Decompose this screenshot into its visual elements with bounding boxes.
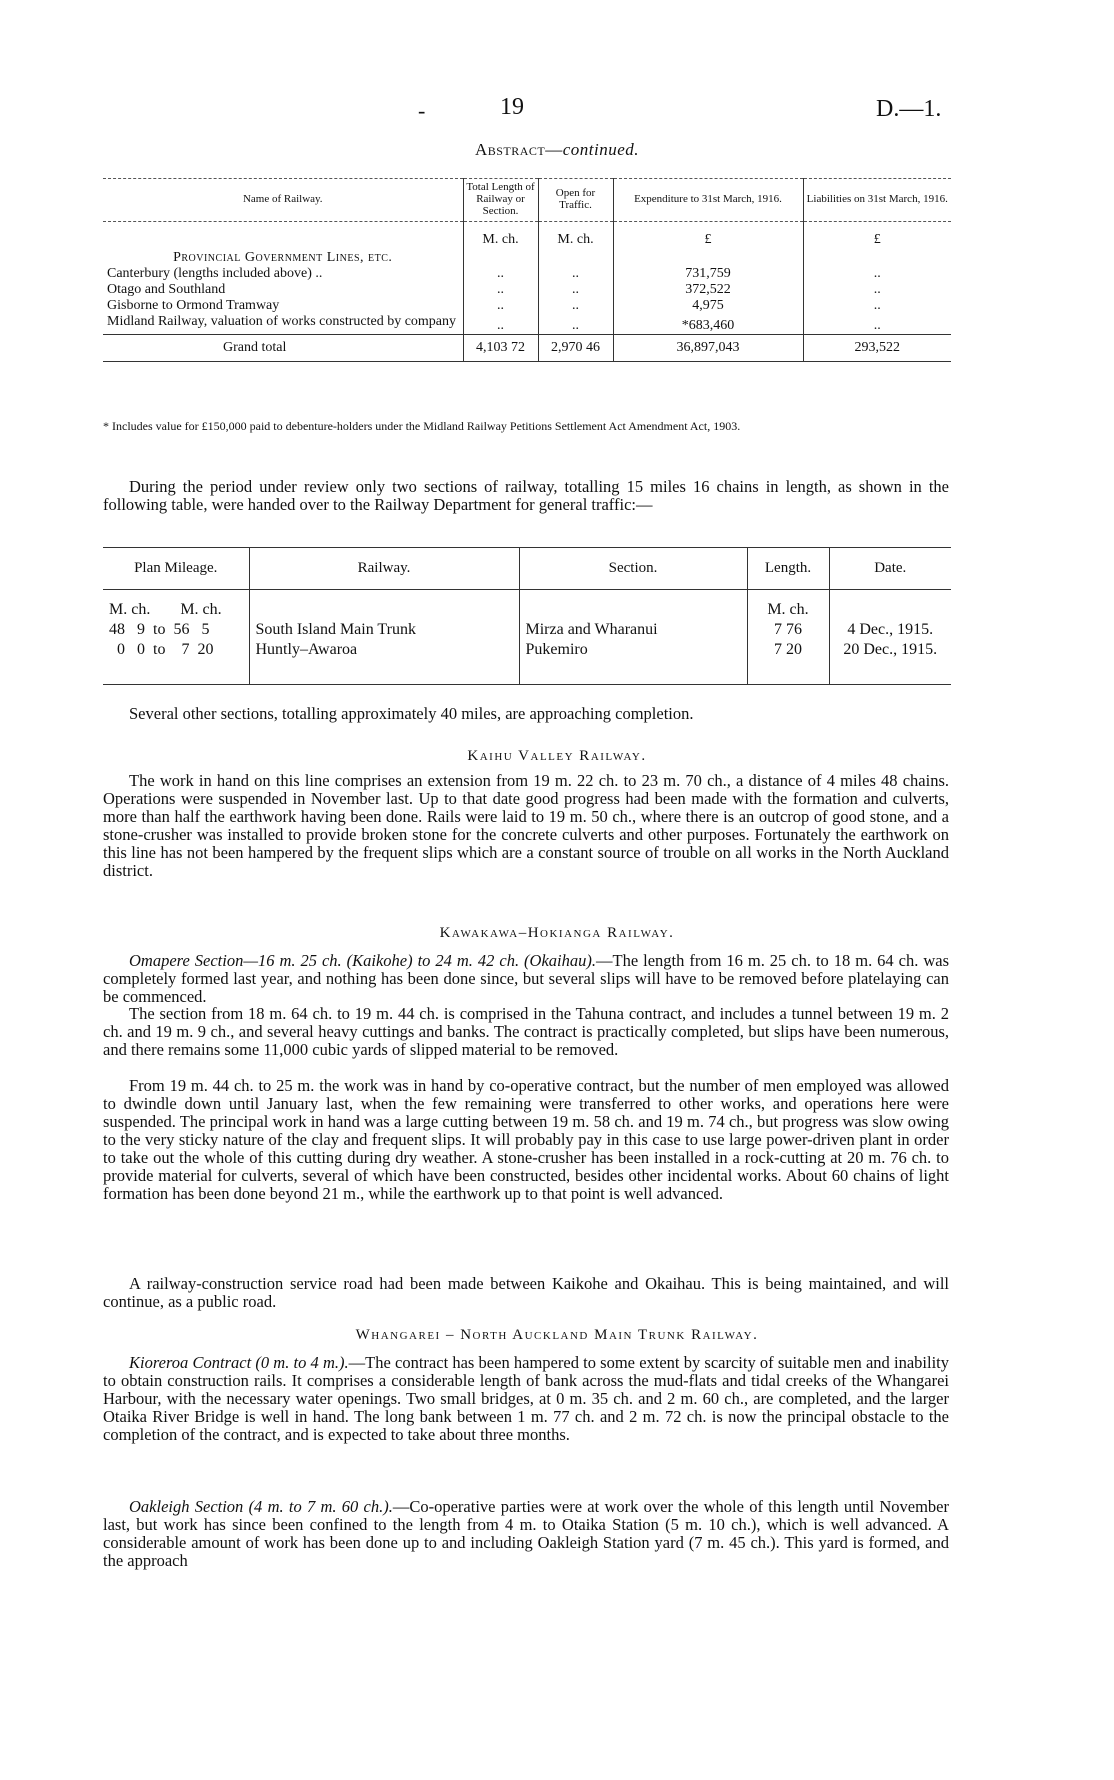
group-heading: Provincial Government Lines, etc. bbox=[173, 250, 393, 265]
total-expenditure: 36,897,043 bbox=[613, 335, 803, 362]
units-row bbox=[103, 222, 951, 251]
to-ch: 5 bbox=[201, 621, 210, 638]
row-date: 20 Dec., 1915. bbox=[829, 640, 951, 685]
header-dash: - bbox=[418, 98, 426, 123]
intro-paragraph bbox=[103, 478, 949, 514]
total-liabilities: 293,522 bbox=[803, 335, 951, 362]
kawakawa-p1-text: —The length from 16 m. 25 ch. to 18 m. 64 ch. was completely formed last year, and nothing has been done since, but several slips will have to be removed before platelaying can be commenced. bbox=[103, 951, 949, 1006]
row-expenditure: *683,460 bbox=[613, 314, 803, 335]
abstract-title-italic: continued. bbox=[562, 140, 640, 159]
table-row bbox=[103, 298, 951, 314]
whangarei-p2-text: —Co-operative parties were at work over the whole of this length until November last, but work has since been confined to the length from 4 m. to Otaika Station (5 m. 10 ch.), which is well advanced. A considerable amount of work has been done up to and including Oakleigh Station yard (7 m. 45 ch.). This yard is formed, and the approach bbox=[103, 1497, 949, 1570]
table-row bbox=[103, 620, 951, 640]
from-ch: 0 bbox=[137, 641, 145, 658]
kawakawa-paragraph-3 bbox=[103, 1077, 949, 1203]
row-mileage bbox=[103, 620, 249, 640]
row-open: .. bbox=[538, 314, 613, 335]
page-number: 19 bbox=[500, 94, 524, 120]
unit-m1: M. ch. bbox=[109, 601, 151, 618]
row-date: 4 Dec., 1915. bbox=[829, 620, 951, 640]
col-header-length: Total Length of Railway or Section. bbox=[463, 179, 538, 222]
row-railway: South Island Main Trunk bbox=[249, 620, 519, 640]
row-expenditure: 731,759 bbox=[613, 266, 803, 282]
to-m: 56 bbox=[173, 621, 190, 638]
table-row bbox=[103, 282, 951, 298]
to-m: 7 bbox=[181, 641, 190, 658]
sections-table bbox=[103, 547, 951, 687]
abstract-table bbox=[103, 178, 951, 362]
col-header-name: Name of Railway. bbox=[242, 193, 323, 205]
row-name: Otago and Southland bbox=[107, 282, 226, 297]
kaihu-text: The work in hand on this line comprises an extension from 19 m. 22 ch. to 23 m. 70 ch., a distance of 4 miles 48 chains. Operations were suspended in November last. Up to that date good progress had been made with the formation and culverts, more than half the earthwork having been done. Rails were laid to 19 m. 50 ch., where there is an outcrop of good stone, and a stone-crusher was installed to provide broken stone for the concrete culverts and other purposes. Fortunately the earthwork on this line has not been hampered by the frequent slips which are a constant source of trouble on all works in the North Auckland district. bbox=[103, 771, 949, 880]
mileage-units bbox=[103, 590, 249, 621]
row-expenditure: 4,975 bbox=[613, 298, 803, 314]
unit-m2: M. ch. bbox=[180, 601, 222, 618]
abstract-header-row bbox=[103, 179, 951, 222]
whangarei-paragraph-1 bbox=[103, 1354, 949, 1444]
from-ch: 9 bbox=[137, 621, 145, 638]
from-m: 0 bbox=[117, 641, 125, 658]
row-length: 7 76 bbox=[747, 620, 829, 640]
row-open: .. bbox=[538, 298, 613, 314]
row-railway: Huntly–Awaroa bbox=[249, 640, 519, 685]
to-word: to bbox=[153, 641, 166, 658]
unit-open: M. ch. bbox=[538, 222, 613, 251]
col-header-mileage: Plan Mileage. bbox=[134, 560, 218, 576]
row-length: 7 20 bbox=[747, 640, 829, 685]
kawakawa-heading: Kawakawa–Hokianga Railway. bbox=[439, 925, 675, 941]
col-header-open: Open for Traffic. bbox=[538, 179, 613, 222]
table-row bbox=[103, 314, 951, 335]
kawakawa-p3-text: From 19 m. 44 ch. to 25 m. the work was in hand by co-operative contract, but the number of men employed was allowed to dwindle down until January last, when the few remaining were transferred to other works, and operations here were suspended. The principal work in hand was a large cutting between 19 m. 58 ch. and 19 m. 74 ch., but progress was slow owing to the very sticky nature of the clay and frequent slips. It will probably pay in this case to use large power-driven plant in order to take out the whole of this cutting during dry weather. A stone-crusher has been installed in a rock-cutting at 20 m. 76 ch. to provide material for culverts, several of which have been constructed, besides other incidental works. About 60 chains of light formation has been done beyond 21 m., while the earthwork up to that point is well advanced. bbox=[103, 1076, 949, 1203]
row-length: .. bbox=[463, 298, 538, 314]
kaihu-paragraph bbox=[103, 772, 949, 880]
to-word: to bbox=[153, 621, 166, 638]
kawakawa-paragraph-2 bbox=[103, 1005, 949, 1059]
from-m: 48 bbox=[109, 621, 125, 638]
total-length: 4,103 72 bbox=[463, 335, 538, 362]
row-name: Gisborne to Ormond Tramway bbox=[107, 298, 280, 313]
kioreroa-contract-title: Kioreroa Contract (0 m. to 4 m.). bbox=[129, 1353, 349, 1372]
abstract-title-main: Abstract— bbox=[474, 140, 563, 159]
whangarei-heading: Whangarei – North Auckland Main Trunk Railway. bbox=[355, 1327, 759, 1343]
unit-length: M. ch. bbox=[747, 590, 829, 621]
kawakawa-p4-text: A railway-construction service road had been made between Kaikohe and Okaihau. This is being maintained, and will continue, as a public road. bbox=[103, 1274, 949, 1311]
row-length: .. bbox=[463, 282, 538, 298]
row-liabilities: .. bbox=[803, 266, 951, 282]
col-header-section: Section. bbox=[519, 548, 747, 590]
unit-expenditure: £ bbox=[613, 222, 803, 251]
omapere-section-title: Omapere Section—16 m. 25 ch. (Kaikohe) to 24 m. 42 ch. (Okaihau). bbox=[129, 951, 596, 970]
total-open: 2,970 46 bbox=[538, 335, 613, 362]
row-open: .. bbox=[538, 282, 613, 298]
sections-units-row bbox=[103, 590, 951, 621]
after-table-paragraph bbox=[103, 705, 949, 723]
total-row bbox=[103, 335, 951, 362]
document-reference: D.—1. bbox=[876, 96, 942, 122]
row-liabilities: .. bbox=[803, 282, 951, 298]
kaihu-heading: Kaihu Valley Railway. bbox=[467, 748, 647, 764]
row-name: Canterbury (lengths included above) .. bbox=[107, 266, 323, 281]
col-header-liabilities: Liabilities on 31st March, 1916. bbox=[803, 179, 951, 222]
row-expenditure: 372,522 bbox=[613, 282, 803, 298]
row-section: Mirza and Wharanui bbox=[519, 620, 747, 640]
total-label: Grand total bbox=[103, 335, 463, 362]
col-header-railway: Railway. bbox=[249, 548, 519, 590]
after-table-text: Several other sections, totalling approximately 40 miles, are approaching completion. bbox=[129, 704, 694, 723]
row-length: .. bbox=[463, 266, 538, 282]
to-ch: 20 bbox=[197, 641, 214, 658]
intro-text: During the period under review only two sections of railway, totalling 15 miles 16 chains in length, as shown in the following table, were handed over to the Railway Department for general traffic:— bbox=[103, 477, 949, 514]
kawakawa-p2-text: The section from 18 m. 64 ch. to 19 m. 44 ch. is comprised in the Tahuna contract, and includes a tunnel between 19 m. 2 ch. and 19 m. 9 ch., and several heavy cuttings and banks. The contract is practically completed, but slips have been numerous, and there remains some 11,000 cubic yards of slipped material to be removed. bbox=[103, 1004, 949, 1059]
col-header-length: Length. bbox=[747, 548, 829, 590]
table-row bbox=[103, 266, 951, 282]
row-name: Midland Railway, valuation of works constructed by company bbox=[107, 314, 457, 329]
col-header-expenditure: Expenditure to 31st March, 1916. bbox=[613, 179, 803, 222]
abstract-title bbox=[0, 140, 1114, 160]
group-heading-row bbox=[103, 250, 951, 266]
col-header-date: Date. bbox=[829, 548, 951, 590]
row-length: .. bbox=[463, 314, 538, 335]
unit-length: M. ch. bbox=[463, 222, 538, 251]
kawakawa-paragraph-4 bbox=[103, 1275, 949, 1311]
row-liabilities: .. bbox=[803, 314, 951, 335]
oakleigh-section-title: Oakleigh Section (4 m. to 7 m. 60 ch.). bbox=[129, 1497, 393, 1516]
row-mileage bbox=[103, 640, 249, 685]
whangarei-paragraph-2 bbox=[103, 1498, 949, 1570]
whangarei-p1-text: —The contract has been hampered to some extent by scarcity of suitable men and inability to obtain construction rails. It comprises a considerable length of bank across the mud-flats and tidal creeks of the Whangarei Harbour, with the necessary water openings. Two small bridges, at 0 m. 35 ch. and 2 m. 60 ch., are completed, and the larger Otaika River Bridge is well in hand. The long bank between 1 m. 77 ch. and 2 m. 72 ch. is now the principal obstacle to the completion of the contract, and is expected to take about three months. bbox=[103, 1353, 949, 1444]
row-section: Pukemiro bbox=[519, 640, 747, 685]
sections-header-row bbox=[103, 548, 951, 590]
row-open: .. bbox=[538, 266, 613, 282]
table-row bbox=[103, 640, 951, 685]
kawakawa-paragraph-1 bbox=[103, 952, 949, 1006]
abstract-footnote: * Includes value for £150,000 paid to debenture-holders under the Midland Railway Petitions Settlement Act Amendment Act, 1903. bbox=[103, 419, 741, 433]
unit-liabilities: £ bbox=[803, 222, 951, 251]
row-liabilities: .. bbox=[803, 298, 951, 314]
